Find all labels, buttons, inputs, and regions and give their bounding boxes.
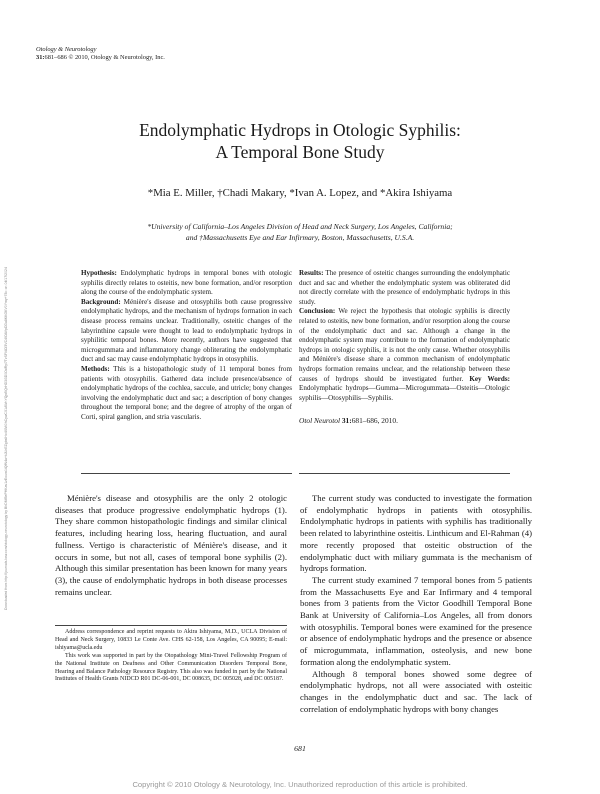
- body-paragraph: The current study was conducted to investigate the formation of endolymphatic hydrops in patients with otosyphilis. Endolymphatic hydrops in patients with syphilis has traditionally been related to labyrinthine osteitis. Linthicum and El-Rahman (4) more recently proposed that osteitic obstruction of the endolymphatic duct with miliary gummata is the mechanism of hydrops formation.: [300, 493, 532, 574]
- body-right-column: [300, 493, 532, 715]
- citation-pages: 681–686, 2010.: [351, 416, 398, 426]
- conclusion-text: We reject the hypothesis that otologic syphilis is directly related to osteitis, new bone formation, and/or resorption along the course of the endolymphatic duct and sac. Although a change in the endolymphatic system may contribute to the formation of endolymphatic hydrops in otologic syphilis, it is not the only cause. Whether otosyphilis and Ménière's disease share a common mechanism of endolymphatic hydrops formation remains unclear, and the relationship between these causes of hydrops should be investigated further.: [299, 307, 510, 383]
- body-paragraph: The current study examined 7 temporal bones from 5 patients from the Massachusetts Eye and Ear Infirmary and 4 temporal bones from 3 patients from the Victor Goodhill Temporal Bone Bank at University of California–Los Angeles, all from donors with otosyphilis. Temporal bones were examined for the presence or absence of endolymphatic hydrops and the presence or absence of microgummata, inflammation, osteolysis, and new bone formation along the endolymphatic system.: [300, 574, 532, 667]
- affiliation-line-2: and †Massachusetts Eye and Ear Infirmary, Boston, Massachusetts, U.S.A.: [185, 233, 415, 242]
- footnote-funding: This work was supported in part by the Otopathology Mini-Travel Fellowship Program of the National Institute on Deafness and Other Communication Disorders Temporal Bone, Hearing and Balance Pathology Resource Registry. This also was funded in part by the National Institutes of Health Grants NIDCD R01 DC-06-001, DC 008635, DC 005028, and DC 005187.: [55, 652, 287, 683]
- hypothesis-text: Endolymphatic hydrops in temporal bones with otologic syphilis directly relates to osteitis, new bone formation, and/or resorption along the course of the endolymphatic system.: [81, 269, 292, 297]
- body-paragraph: Ménière's disease and otosyphilis are the only 2 otologic diseases that produce progressive endolymphatic hydrops (1). They share common histopathologic findings and similar clinical features, including hearing loss, hearing fluctuation, and aural fullness. Vertigo is characteristic of Ménière's disease, and it occurs in some, but not all, cases of temporal bone syphilis (2). Although this similar presentation has been known for many years (3), the cause of endolymphatic hydrops in both disease processes remains unclear.: [55, 493, 287, 597]
- keywords-text: Endolymphatic hydrops—Gumma—Microgummata—Osteitis—Otologic syphilis—Otosyphilis—Syphilis.: [299, 384, 510, 402]
- abstract-left-column: [81, 269, 292, 423]
- abstract-conclusion: [299, 307, 510, 403]
- abstract-citation: [299, 416, 510, 426]
- hypothesis-heading: Hypothesis:: [81, 269, 117, 277]
- journal-name: Otology & Neurotology: [36, 46, 97, 53]
- author-list: *Mia E. Miller, †Chadi Makary, *Ivan A. Lopez, and *Akira Ishiyama: [147, 187, 453, 199]
- abstract-methods: [81, 365, 292, 423]
- conclusion-heading: Conclusion:: [299, 307, 336, 316]
- title-line-2: A Temporal Bone Study: [215, 142, 385, 162]
- footnote-divider: [55, 625, 287, 626]
- affiliation-line-1: *University of California–Los Angeles Division of Head and Neck Surgery, Los Angeles, California;: [147, 222, 453, 231]
- journal-header: [36, 46, 165, 62]
- background-text: Ménière's disease and otosyphilis both cause progressive endolymphatic hydrops, and the mechanism of hydrops formation in each disease process remains unclear. Traditionally, osteitic changes of the labyrinthine capsule were thought to lead to endolymphatic hydrops in syphilitic temporal bones. More recently, authors have suggested that microgummata and inflammatory change obliterating the endolymphatic duct and sac may cause endolymphatic hydrops in otosyphilis.: [81, 297, 292, 364]
- footnote-correspondence: Address correspondence and reprint requests to Akira Ishiyama, M.D., UCLA Division of Head and Neck Surgery, 10833 Le Conte Ave. CHS 62-158, Los Angeles, CA 90095; E-mail: ishiyama@ucla.edu: [55, 629, 287, 651]
- results-text: The presence of osteitic changes surrounding the endolymphatic duct and sac and whether the endolymphatic system was obliterated did not directly correlate with the presence of endolymphatic hydrops in this study.: [299, 269, 510, 306]
- abstract-right-column: [299, 269, 510, 426]
- body-left-column: [55, 493, 287, 598]
- citation-journal: Otol Neurotol: [299, 416, 340, 426]
- abstract-results: [299, 269, 510, 307]
- citation-volume: 31:: [341, 416, 352, 426]
- volume-line: [36, 54, 165, 62]
- abstract-divider-right: [299, 473, 510, 474]
- abstract-hypothesis: [81, 269, 292, 298]
- abstract-divider-left: [81, 473, 292, 474]
- keywords-heading: Key Words:: [469, 374, 510, 383]
- abstract-background: [81, 298, 292, 365]
- affiliations: [0, 221, 600, 243]
- results-heading: Results:: [299, 269, 324, 277]
- volume-number: 31:: [36, 54, 45, 61]
- title-line-1: Endolymphatic Hydrops in Otologic Syphilis:: [139, 120, 461, 140]
- methods-heading: Methods:: [81, 364, 110, 373]
- footnotes: [55, 629, 287, 684]
- article-title: [0, 119, 600, 163]
- volume-details: 681–686 © 2010, Otology & Neurotology, Inc.: [44, 54, 165, 61]
- methods-text: This is a histopathologic study of 11 temporal bones from patients with otosyphilis. Gathered data include presence/absence of endolymphatic hydrops of the cochlea, saccule, and utricle; bony changes involving the endolymphatic duct and sac; a description of bony changes throughout the temporal bone; and the degree of atrophy of the organ of Corti, spiral ganglion, and stria vascularis.: [81, 364, 292, 421]
- download-watermark: Downloaded from http://journals.lww.com/otology-neurotology by BhDMf5ePHKav1zEoum1tQfN4a+kJLhEZgbsIHo4XMi0hCywCX1AWnYQp/IlQrHD3i3D0OdRyi7TvSFl4Cf3VC4/OAVpDDa8KKGKV0Ymy+78= on 04/17/2024: [4, 267, 8, 610]
- page-number: 681: [294, 744, 306, 753]
- body-paragraph: Although 8 temporal bones showed some degree of endolymphatic hydrops, not all were associated with osteitic changes in the endolymphatic duct and sac. The lack of correlation of endolymphatic hydrops with bony changes: [300, 668, 532, 714]
- background-heading: Background:: [81, 297, 121, 306]
- copyright-notice: Copyright © 2010 Otology & Neurotology, Inc. Unauthorized reproduction of this article is prohibited.: [132, 780, 468, 789]
